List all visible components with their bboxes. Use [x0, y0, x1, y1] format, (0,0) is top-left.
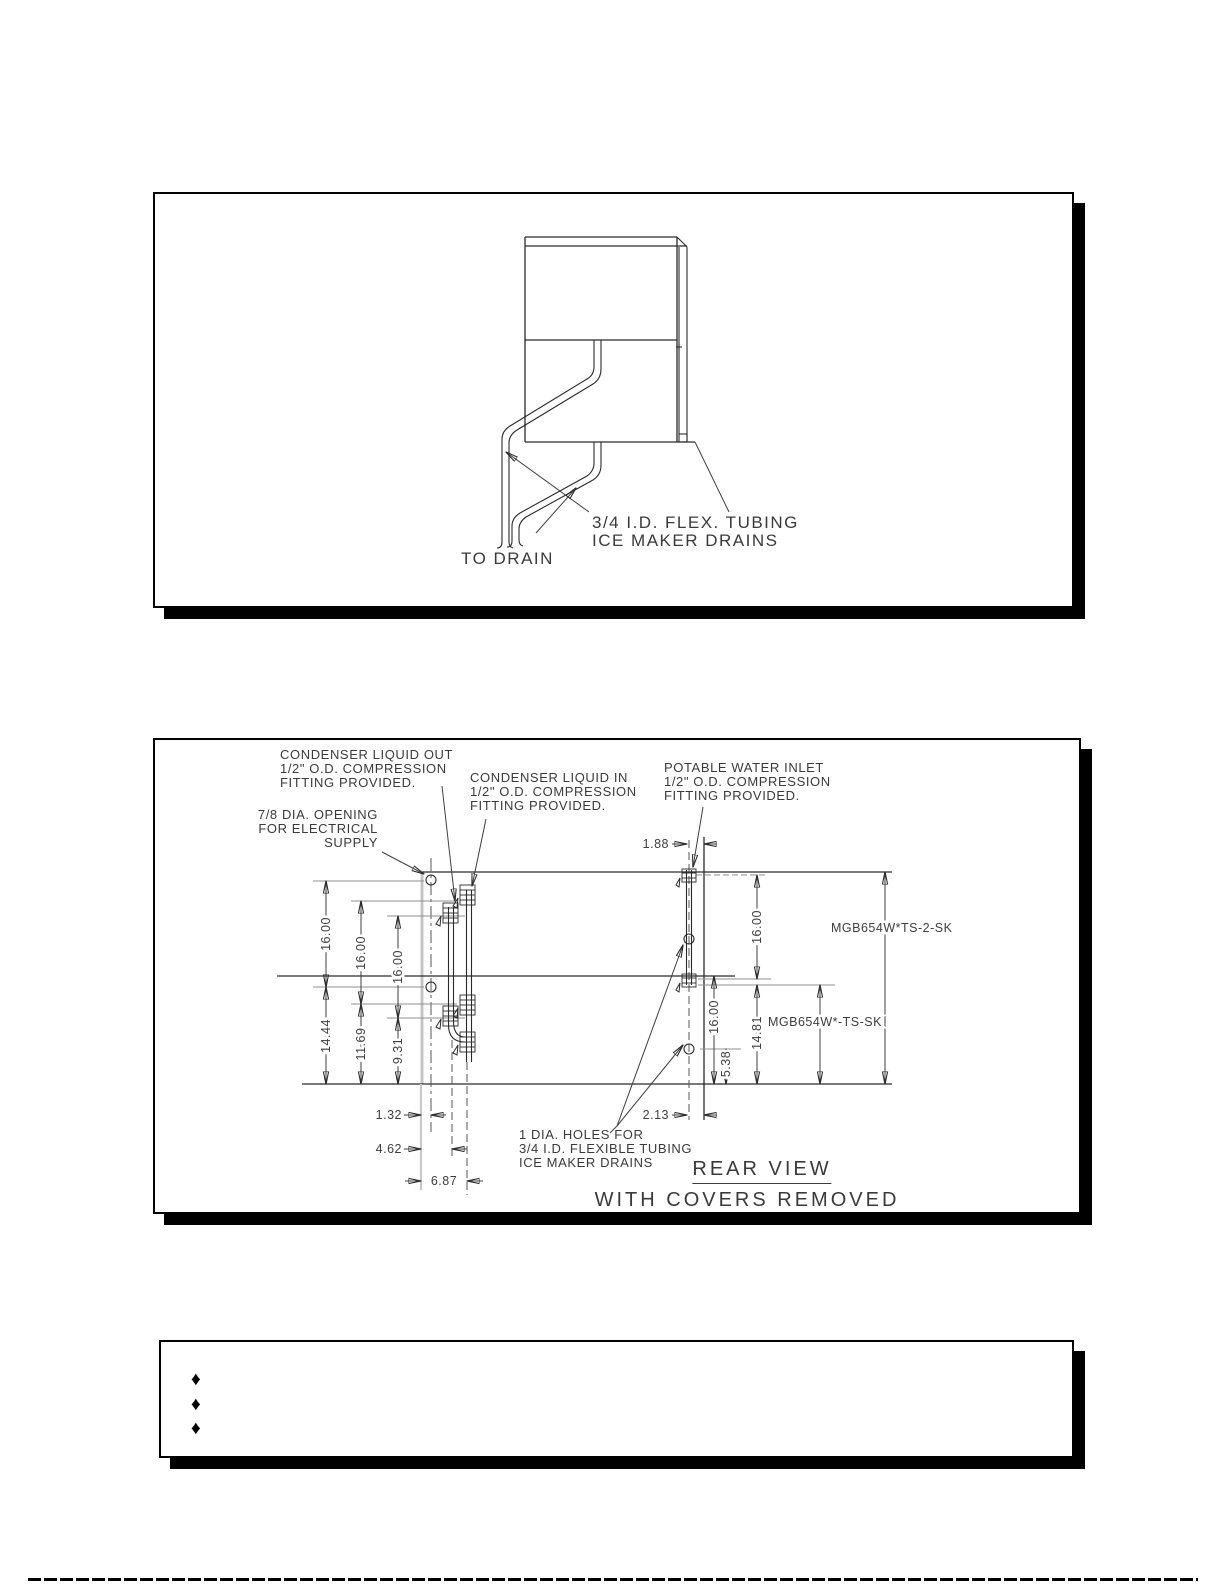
dim-right-16a: 16.00: [750, 910, 764, 944]
model-label-upper: MGB654W*TS-2-SK: [831, 921, 953, 935]
dim-687: 6.87: [430, 1174, 458, 1188]
notes-panel: [159, 1340, 1074, 1458]
callout-line: 1 DIA. HOLES FOR: [519, 1127, 644, 1142]
callout-line: SUPPLY: [324, 835, 378, 850]
model-label-lower: MGB654W*-TS-SK: [768, 1015, 882, 1029]
callout-electrical-opening: [258, 808, 378, 850]
callout-potable-water: [664, 761, 831, 803]
dim-left-16a: 16.00: [319, 917, 333, 951]
dim-right-16b: 16.00: [707, 1000, 721, 1034]
dim-left-16c: 16.00: [391, 950, 405, 984]
callout-line: CONDENSER LIQUID IN: [470, 770, 629, 785]
callout-line: 1/2" O.D. COMPRESSION: [664, 774, 831, 789]
water-inlet-tube: [676, 869, 696, 992]
to-drain-label: TO DRAIN: [461, 549, 554, 568]
view-title: REAR VIEW: [692, 1158, 831, 1184]
callout-line: CONDENSER LIQUID OUT: [280, 747, 454, 762]
callout-line: 1/2" O.D. COMPRESSION: [470, 784, 637, 799]
tubing-label-line2: ICE MAKER DRAINS: [592, 531, 779, 550]
dim-right-1481: 14.81: [750, 1016, 764, 1050]
drain-tubes: [497, 340, 601, 548]
dim-left-16b: 16.00: [354, 936, 368, 970]
callout-line: FOR ELECTRICAL: [258, 821, 378, 836]
diamond-bullet-icon: ♦: [191, 1394, 201, 1415]
cabinet-outline: [525, 237, 695, 442]
dim-left-1444: 14.44: [319, 1019, 333, 1053]
dim-188: 1.88: [642, 837, 669, 851]
drain-side-view-panel: [153, 192, 1074, 608]
callout-drain-holes: [519, 1128, 692, 1170]
callout-line: ICE MAKER DRAINS: [519, 1155, 653, 1170]
callout-line: FITTING PROVIDED.: [664, 788, 800, 803]
right-dimension-lines: [714, 872, 885, 1084]
dim-213: 2.13: [642, 1108, 669, 1122]
condenser-pipes: [436, 885, 475, 1062]
diamond-bullet-icon: ♦: [191, 1369, 201, 1390]
callout-line: POTABLE WATER INLET: [664, 760, 824, 775]
page-bottom-rule: [28, 1578, 1198, 1581]
dim-left-1169: 11.69: [354, 1027, 368, 1061]
diamond-bullet-icon: ♦: [191, 1418, 201, 1439]
dim-132: 1.32: [375, 1108, 402, 1122]
callout-condenser-in: [470, 771, 637, 813]
callout-line: FITTING PROVIDED.: [470, 798, 606, 813]
tubing-label-line1: 3/4 I.D. FLEX. TUBING: [592, 513, 799, 532]
callout-line: 7/8 DIA. OPENING: [257, 807, 378, 822]
callout-line: 3/4 I.D. FLEXIBLE TUBING: [519, 1141, 693, 1156]
view-subtitle: WITH COVERS REMOVED: [594, 1189, 900, 1211]
callout-condenser-out: [280, 748, 453, 790]
dim-left-931: 9.31: [391, 1037, 405, 1065]
rear-view-panel: [153, 738, 1081, 1214]
dim-462: 4.62: [375, 1142, 402, 1156]
callout-line: FITTING PROVIDED.: [280, 775, 416, 790]
callout-line: 1/2" O.D. COMPRESSION: [280, 761, 447, 776]
dim-right-538: 5.38: [719, 1050, 733, 1078]
